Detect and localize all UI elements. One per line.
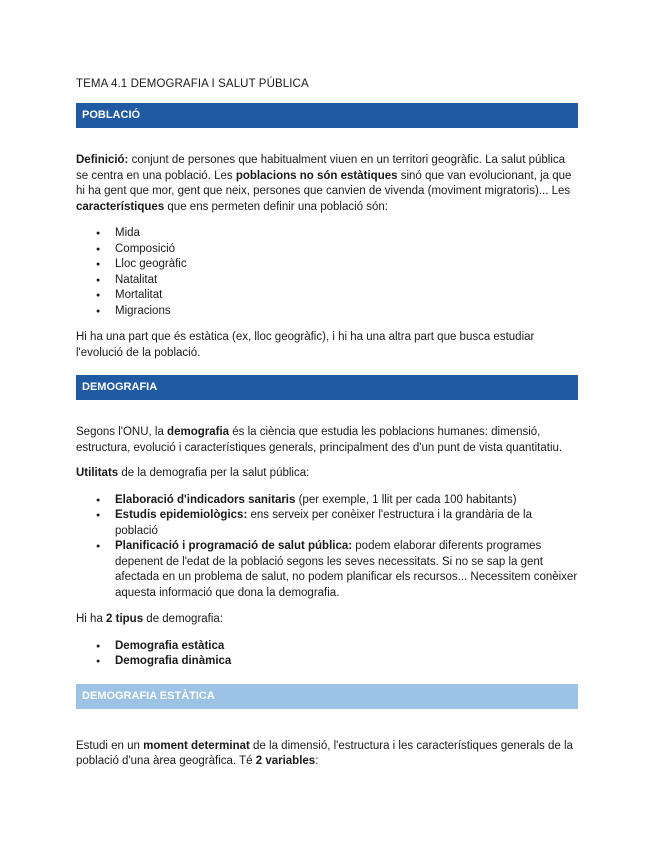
estatica-bold-moment: moment determinat: [143, 739, 250, 752]
section-header-poblacio: POBLACIÓ: [76, 103, 578, 128]
intro-text: Segons l'ONU, la: [76, 426, 168, 438]
list-item: [76, 639, 578, 655]
list-item: ● Mida: [76, 226, 578, 242]
list-item-text: podem elaborar diferents programes depenent de l'edat de la població segons les seves necessitats. Si no se sap la gent afectada en un problema de salut, no podem planificar els recursos... Necessitem conèixer aquesta informació que dona la demografia.: [115, 540, 578, 599]
utilitats-paragraph: [76, 466, 578, 482]
utilitats-bold: Utilitats: [76, 467, 119, 479]
utilitats-list: [76, 493, 578, 602]
definicio-bold-poblacions: poblacions no són estàtiques: [235, 169, 398, 182]
list-item: ● Mortalitat: [76, 288, 578, 304]
poblacio-closing-paragraph: Hi ha una part que és estàtica (ex, lloc geogràfic), i hi ha una altra part que busca estudiar l'evolució de la població.: [76, 331, 535, 359]
intro-bold-demografia: demografia: [167, 426, 230, 438]
list-item: ● Migracions: [76, 304, 578, 320]
tipus-list: [76, 639, 578, 670]
section-header-demografia: DEMOGRAFIA: [76, 375, 578, 400]
list-item-bold: Estudis epidemiològics:: [115, 509, 248, 521]
definicio-text: que ens permeten definir una població són:: [164, 200, 388, 213]
estatica-text: Estudi en un: [76, 739, 144, 752]
estatica-text: de la dimensió, l'estructura i les característiques generals de la població d'una àrea geogràfica. Té: [76, 739, 573, 767]
definicio-bold-caracteristiques: característiques: [76, 200, 165, 213]
list-item: [76, 508, 578, 539]
definicio-label: Definició:: [76, 154, 129, 166]
tipus-text: Hi ha: [76, 613, 107, 625]
intro-text: és la ciència que estudia les poblacions humanes: dimensió, estructura, evolució i característiques generals, principalment des d'un punt de vista quantitatiu.: [76, 426, 563, 454]
list-item-bold: Demografia estàtica: [115, 639, 225, 652]
list-item: ● Lloc geogràfic: [76, 257, 578, 273]
definicio-text: sinó que van evolucionant, ja que hi ha gent que mor, gent que neix, persones que canvien de vivenda (moviment migratoris)... Les: [76, 169, 572, 197]
document-page: [76, 78, 578, 770]
definicio-paragraph: [76, 153, 578, 215]
definicio-text: conjunt de persones que habitualment viuen en un territori geogràfic. La salut pública se centra en una població. Les: [76, 154, 566, 182]
tipus-text: de demografia:: [143, 613, 224, 625]
tipus-bold: 2 tipus: [106, 613, 144, 625]
list-item: [76, 539, 578, 601]
caracteristiques-list: [76, 226, 578, 319]
estatica-bold-variables: 2 variables: [255, 755, 316, 767]
list-item-bold: Planificació i programació de salut pública:: [115, 540, 353, 552]
list-item: ● Natalitat: [76, 273, 578, 289]
tipus-paragraph: [76, 612, 578, 628]
list-item-text: (per exemple, 1 llit per cada 100 habitants): [295, 493, 517, 506]
estatica-paragraph: [76, 739, 578, 770]
demografia-intro-paragraph: [76, 425, 578, 456]
section-header-demografia-estatica: DEMOGRAFIA ESTÀTICA: [76, 684, 578, 709]
estatica-text: :: [315, 755, 319, 767]
list-item: ● Composició: [76, 242, 578, 258]
list-item-bold: Demografia dinàmica: [115, 655, 232, 667]
list-item: [76, 654, 578, 670]
document-title: TEMA 4.1 DEMOGRAFIA I SALUT PÚBLICA: [76, 78, 309, 90]
list-item: [76, 493, 578, 509]
list-item-bold: Elaboració d'indicadors sanitaris: [115, 493, 296, 506]
list-item-text: ens serveix per conèixer l'estructura i la grandària de la població: [115, 509, 533, 537]
utilitats-text: de la demografia per la salut pública:: [118, 467, 310, 479]
